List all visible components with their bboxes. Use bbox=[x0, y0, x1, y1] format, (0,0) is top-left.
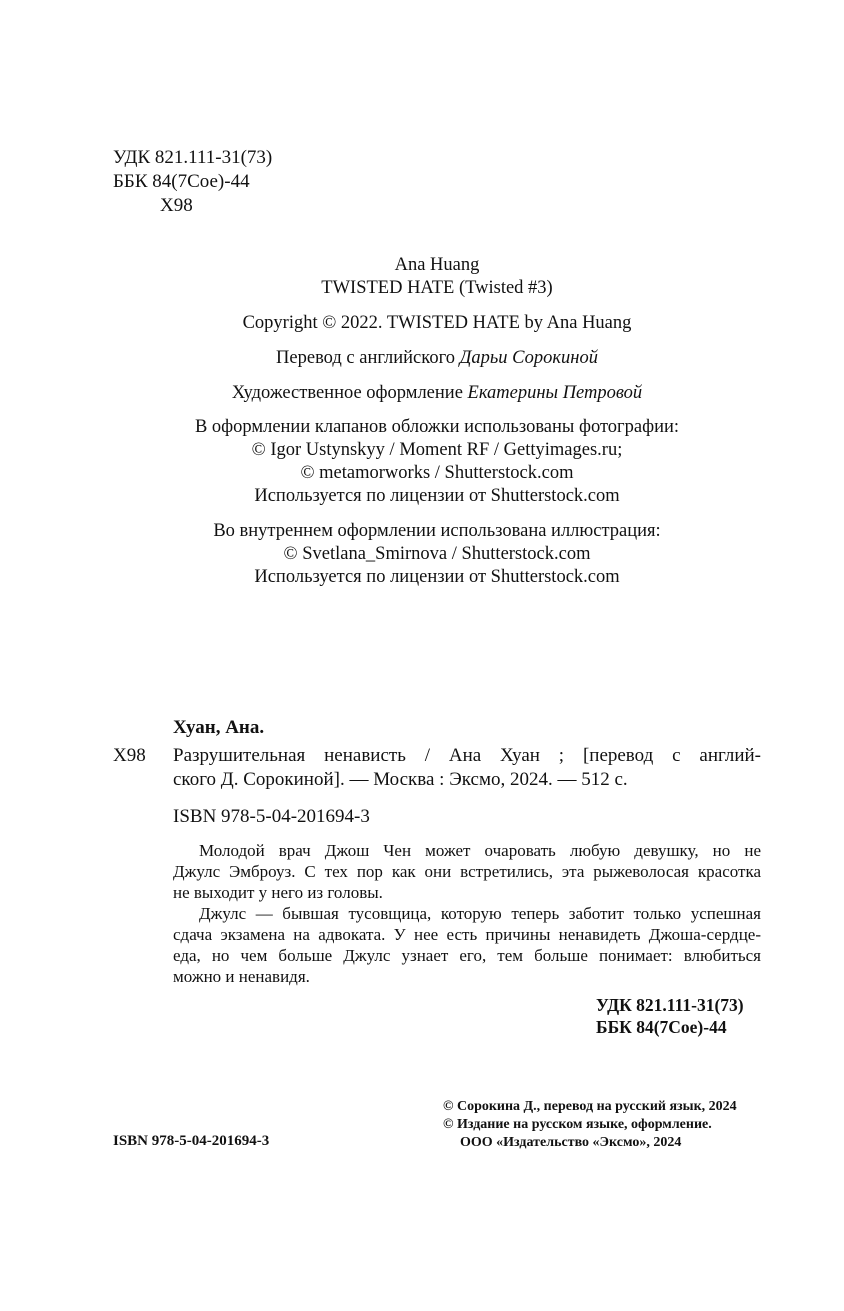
annotation-line: Молодой врач Джош Чен может очаровать любую девушку, но не bbox=[199, 841, 761, 860]
copyright-bottom-line: © Издание на русском языке, оформление. bbox=[443, 1117, 712, 1132]
annotation-line: Джулс — бывшая тусовщица, которую теперь заботит только успешная bbox=[199, 904, 761, 923]
catalog-entry bbox=[173, 744, 761, 768]
original-info bbox=[0, 254, 844, 300]
original-author: Ana Huang bbox=[394, 255, 480, 275]
classification-top bbox=[113, 146, 272, 218]
bbk-code-bottom: ББК 84(7Сое)-44 bbox=[596, 1017, 727, 1037]
catalog-code: Х98 bbox=[113, 745, 146, 766]
inner-credit-line: Во внутреннем оформлении использована иллюстрация: bbox=[213, 521, 661, 541]
catalog-entry-cont bbox=[113, 768, 628, 792]
inner-credits bbox=[0, 520, 844, 589]
udk-code: УДК 821.111-31(73) bbox=[113, 147, 273, 168]
copyright-line bbox=[0, 312, 844, 335]
copyright-bottom-line: ООО «Издательство «Эксмо», 2024 bbox=[460, 1135, 682, 1150]
annotation-line: Джулс Эмброуз. С тех пор как они встретились, эта рыжеволосая красотка bbox=[173, 862, 761, 881]
translator-name: Дарьи Сорокиной bbox=[459, 348, 598, 368]
annotation bbox=[173, 840, 761, 987]
translation-prefix: Перевод с английского bbox=[276, 348, 460, 368]
cover-credit-line: В оформлении клапанов обложки использованы фотографии: bbox=[194, 417, 680, 437]
design-credit bbox=[0, 382, 844, 405]
isbn-bottom: ISBN 978-5-04-201694-3 bbox=[113, 1133, 270, 1149]
designer-name: Екатерины Петровой bbox=[467, 383, 643, 403]
inner-credit-line: © Svetlana_Smirnova / Shutterstock.com bbox=[283, 544, 591, 564]
copyright-bottom-line: © Сорокина Д., перевод на русский язык, 2024 bbox=[443, 1099, 737, 1114]
catalog-isbn: ISBN 978-5-04-201694-3 bbox=[173, 806, 370, 827]
design-text bbox=[0, 382, 844, 405]
copyright-text: Copyright © 2022. TWISTED HATE by Ana Huang bbox=[242, 313, 632, 333]
cover-credit-line: Используется по лицензии от Shutterstock.com bbox=[254, 486, 620, 506]
copyright-bottom bbox=[443, 1098, 737, 1152]
author-mark: Х98 bbox=[160, 195, 193, 216]
cover-credit-line: © Igor Ustynskyy / Moment RF / Gettyimages.ru; bbox=[251, 440, 623, 460]
cover-credits bbox=[0, 416, 844, 508]
catalog-author: Хуан, Ана. bbox=[173, 717, 265, 738]
bbk-code: ББК 84(7Сое)-44 bbox=[113, 171, 250, 192]
catalog-entry-line: ского Д. Сорокиной]. — Москва : Эксмо, 2024. — 512 с. bbox=[173, 769, 628, 790]
design-prefix: Художественное оформление bbox=[231, 383, 468, 403]
catalog-entry-line: Разрушительная ненависть / Ана Хуан ; [перевод с англий- bbox=[173, 745, 761, 766]
classification-bottom bbox=[596, 994, 744, 1038]
annotation-line: можно и ненавидя. bbox=[173, 967, 310, 986]
annotation-line: сдача экзамена на адвоката. У нее есть причины ненавидеть Джоша-сердце- bbox=[173, 925, 761, 944]
udk-code-bottom: УДК 821.111-31(73) bbox=[596, 995, 744, 1015]
annotation-line: не выходит у него из головы. bbox=[173, 883, 383, 902]
inner-credit-line: Используется по лицензии от Shutterstock.com bbox=[254, 567, 620, 587]
original-title: TWISTED HATE (Twisted #3) bbox=[321, 278, 553, 298]
translation-text bbox=[0, 347, 844, 370]
annotation-line: еда, но чем больше Джулс узнает его, тем больше понимает: влюбиться bbox=[173, 946, 761, 965]
cover-credit-line: © metamorworks / Shutterstock.com bbox=[300, 463, 574, 483]
translation-credit bbox=[0, 347, 844, 370]
